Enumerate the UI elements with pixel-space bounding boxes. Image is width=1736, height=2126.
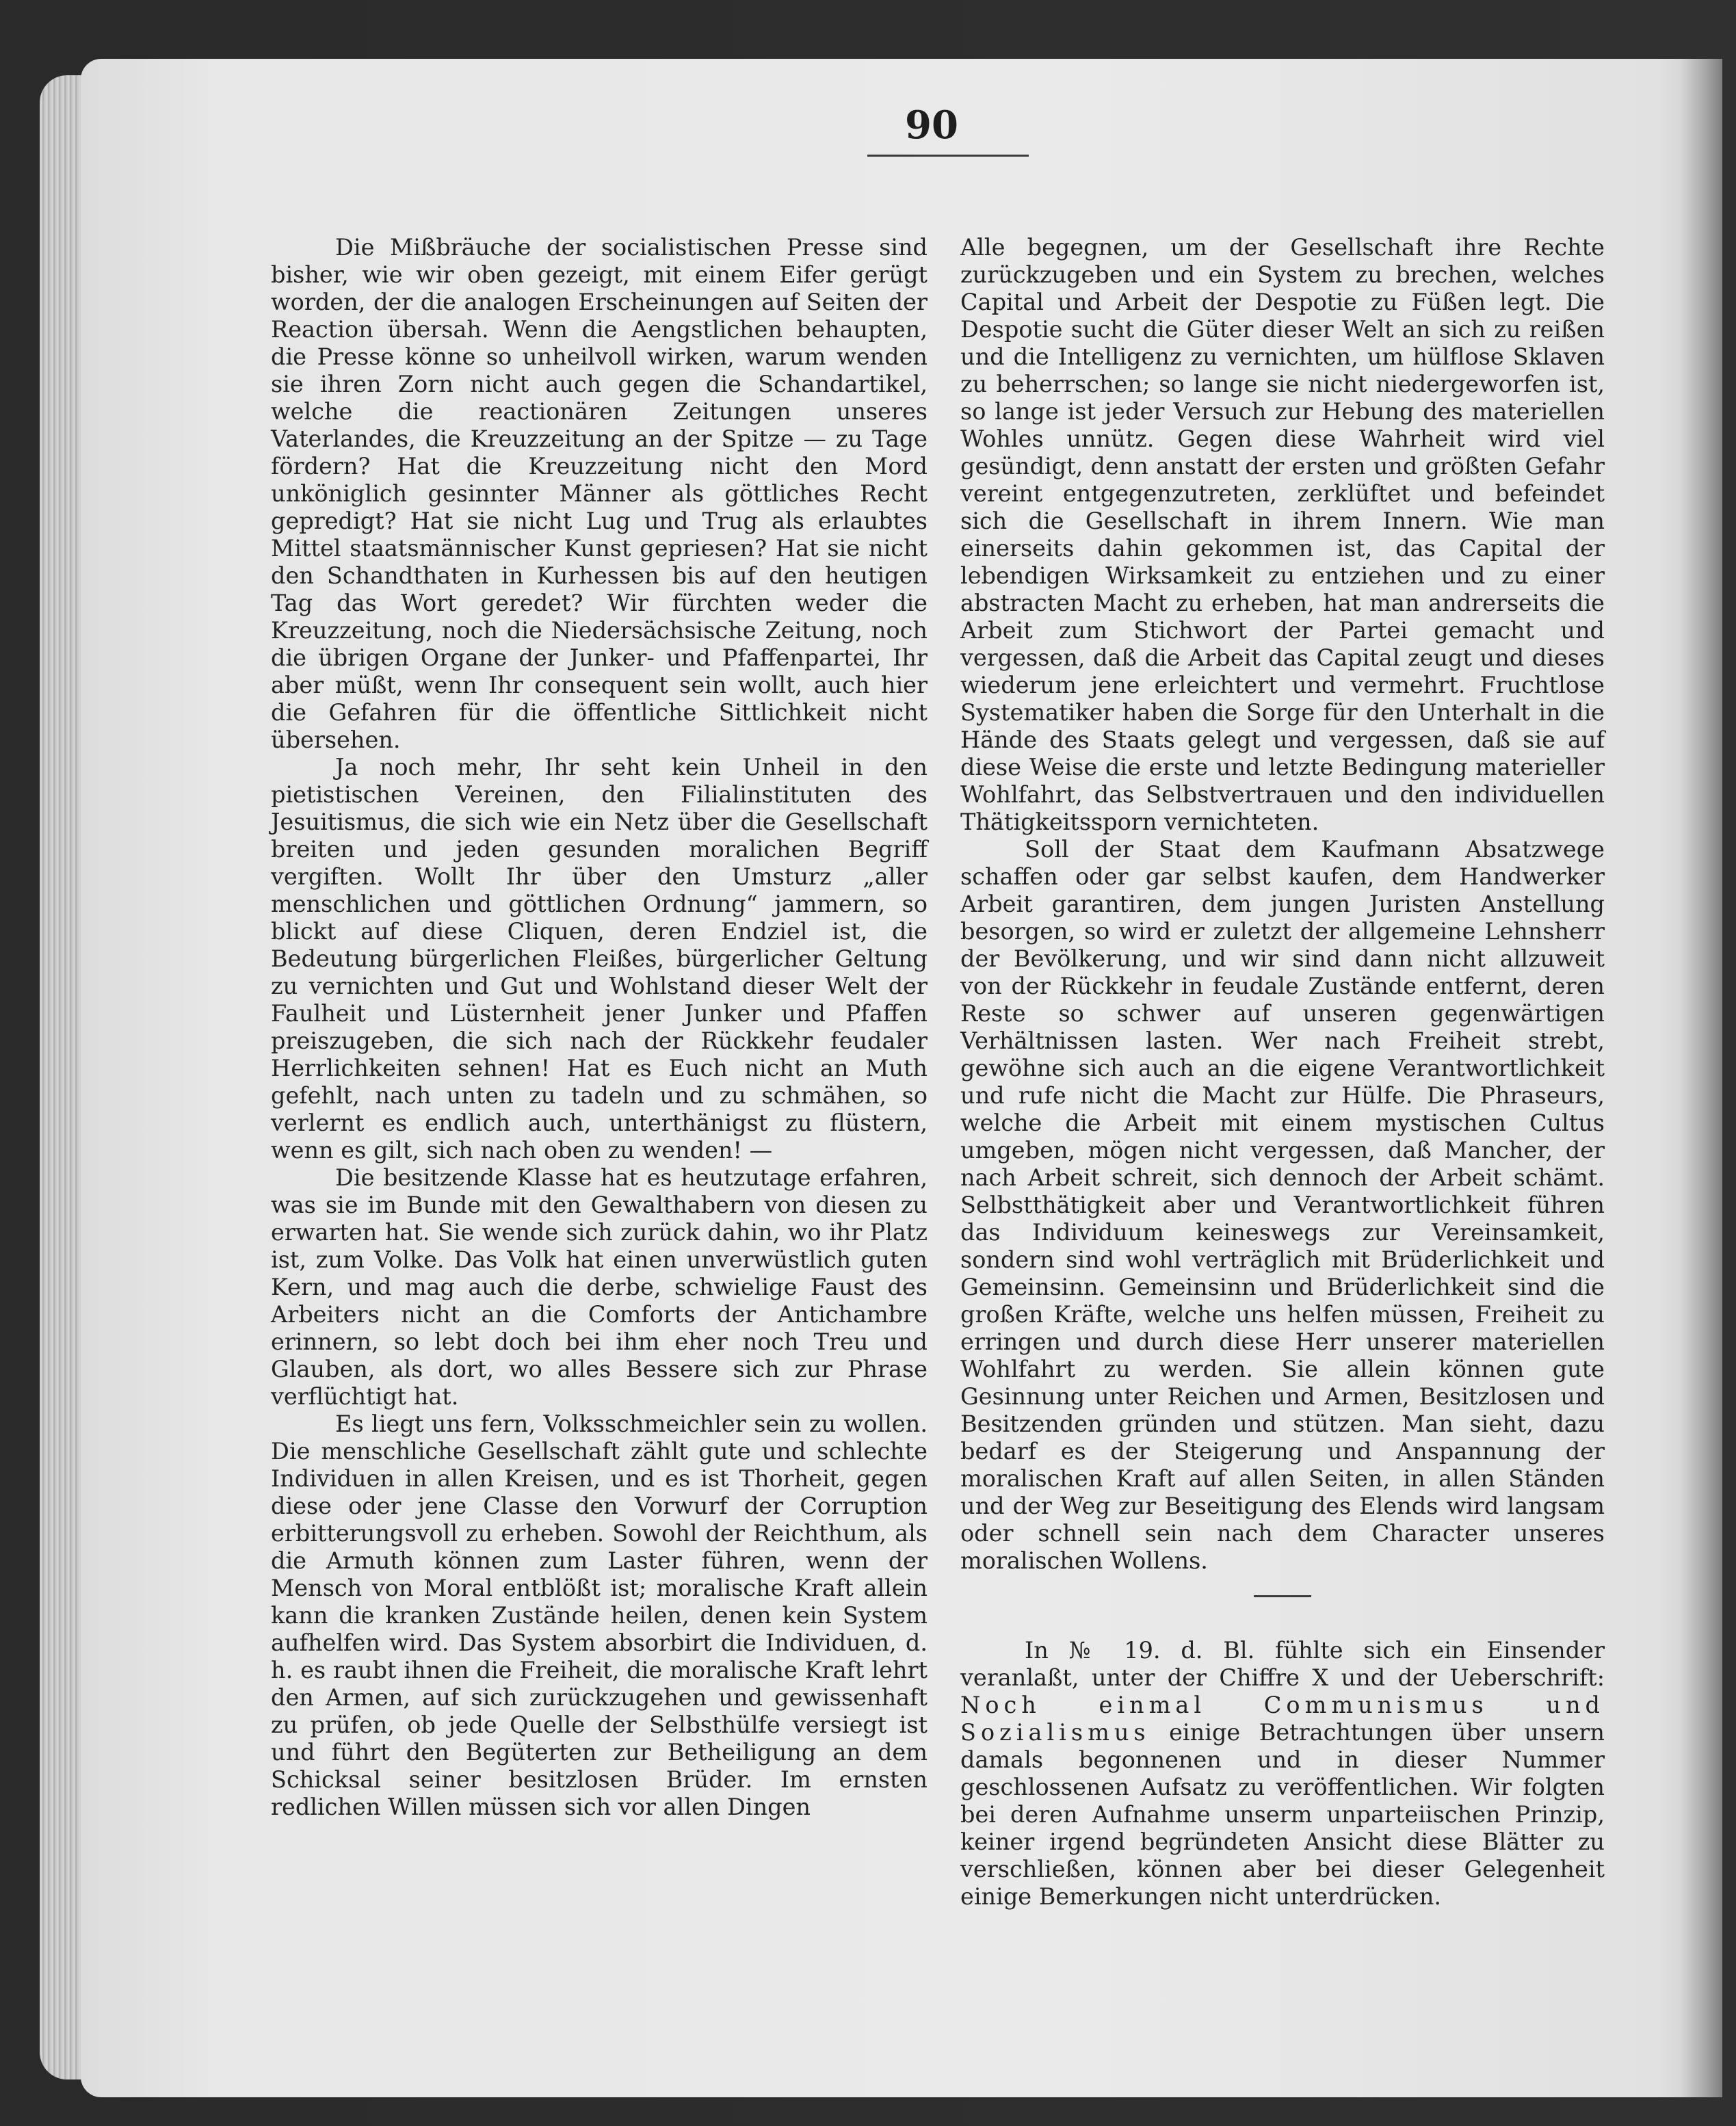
section-separator-rule xyxy=(1254,1595,1311,1597)
paragraph: Die Mißbräuche der socialistischen Presse sind bisher, wie wir oben gezeigt, mit einem Eifer gerügt worden, der die analogen Erscheinungen auf Seiten der Reaction übersah. Wenn die Aengstlichen behaupten, die Presse könne so unheilvoll wirken, warum wenden sie ihren Zorn nicht auch gegen die Schandartikel, welche die reactionären Zeitungen unseres Vaterlandes, die Kreuzzeitung an der Spitze — zu Tage fördern? Hat die Kreuzzeitung nicht den Mord unköniglich gesinnter Männer als göttliches Recht gepredigt? Hat sie nicht Lug und Trug als erlaubtes Mittel staatsmännischer Kunst gepriesen? Hat sie nicht den Schandthaten in Kurhessen bis auf den heutigen Tag das Wort geredet? Wir fürchten weder die Kreuzzeitung, noch die Niedersächsische Zeitung, noch die übrigen Organe der Junker- und Pfaffenpartei, Ihr aber müßt, wenn Ihr consequent sein wollt, auch hier die Gefahren für die öffentliche Sittlichkeit nicht übersehen. xyxy=(271,234,928,753)
notice-text-before: In № 19. d. Bl. fühlte sich ein Einsender veranlaßt, unter der Chiffre X und der Ueberschrift: xyxy=(960,1637,1605,1691)
page-number-rule xyxy=(867,155,1029,157)
paragraph: Alle begegnen, um der Gesellschaft ihre Rechte zurückzugeben und ein System zu brechen, welches Capital und Arbeit der Despotie zu Füßen legt. Die Despotie sucht die Güter dieser Welt an sich zu reißen und die Intelligenz zu vernichten, um hülflose Sklaven zu beherrschen; so lange sie nicht niedergeworfen ist, so lange ist jeder Versuch zur Hebung des materiellen Wohles unnütz. Gegen diese Wahrheit wird viel gesündigt, denn anstatt der ersten und größten Gefahr vereint entgegenzutreten, zerklüftet und befeindet sich die Gesellschaft in ihrem Innern. Wie man einerseits dahin gekommen ist, das Capital der lebendigen Wirksamkeit zu entziehen und zu einer abstracten Macht zu erheben, hat man andrerseits die Arbeit zum Stichwort der Partei gemacht und vergessen, daß die Arbeit das Capital zeugt und dieses wiederum jene erleichtert und vermehrt. Fruchtlose Systematiker haben die Sorge für den Unterhalt in die Hände des Staats gelegt und vergessen, daß sie auf diese Weise die erste und letzte Bedingung materieller Wohlfahrt, das Selbstvertrauen und den individuellen Thätigkeitssporn vernichteten. xyxy=(960,234,1605,835)
page-number: 90 xyxy=(905,103,958,148)
paragraph: Die besitzende Klasse hat es heutzutage erfahren, was sie im Bunde mit den Gewalthabern von diesen zu erwarten hat. Sie wende sich zurück dahin, wo ihr Platz ist, zum Volke. Das Volk hat einen unverwüstlich guten Kern, und mag auch die derbe, schwielige Faust des Arbeiters nicht an die Comforts der Antichambre erinnern, so lebt doch bei ihm eher noch Treu und Glauben, als dort, wo alles Bessere sich zur Phrase verflüchtigt hat. xyxy=(271,1164,928,1410)
notice-spaced-title: Noch einmal Communismus und Sozialismus xyxy=(960,1692,1605,1746)
paragraph: Es liegt uns fern, Volksschmeichler sein zu wollen. Die menschliche Gesellschaft zählt gute und schlechte Individuen in allen Kreisen, und es ist Thorheit, gegen diese oder jene Classe den Vorwurf der Corruption erbitterungsvoll zu erheben. Sowohl der Reichthum, als die Armuth können zum Laster führen, wenn der Mensch von Moral entblößt ist; moralische Kraft allein kann die kranken Zustände heilen, denen kein System aufhelfen wird. Das System absorbirt die Individuen, d. h. es raubt ihnen die Freiheit, die moralische Kraft lehrt den Armen, auf sich zurückzugehen und gewissenhaft zu prüfen, ob jede Quelle der Selbsthülfe versiegt ist und führt den Begüterten zur Betheiligung an dem Schicksal seiner besitzlosen Brüder. Im ernsten redlichen Willen müssen sich vor allen Dingen xyxy=(271,1410,928,1820)
right-column xyxy=(960,234,1605,1911)
book-binding-shadow xyxy=(1681,59,1722,2097)
paragraph: Ja noch mehr, Ihr seht kein Unheil in den pietistischen Vereinen, den Filialinstituten des Jesuitismus, die sich wie ein Netz über die Gesellschaft breiten und jeden gesunden moralichen Begriff vergiften. Wollt Ihr über den Umsturz „aller menschlichen und göttlichen Ordnung“ jammern, so blickt auf diese Cliquen, deren Endziel ist, die Bedeutung bürgerlichen Fleißes, bürgerlicher Geltung zu vernichten und Gut und Wohlstand dieser Welt der Faulheit und Lüsternheit jener Junker und Pfaffen preiszugeben, die sich nach der Rückkehr feudaler Herrlichkeiten sehnen! Hat es Euch nicht an Muth gefehlt, nach unten zu tadeln und zu schmähen, so verlernt es endlich auch, unterthänigst zu flüstern, wenn es gilt, sich nach oben zu wenden! — xyxy=(271,754,928,1164)
left-column xyxy=(271,234,928,1821)
paragraph: Soll der Staat dem Kaufmann Absatzwege schaffen oder gar selbst kaufen, dem Handwerker Arbeit garantiren, dem jungen Juristen Anstellung besorgen, so wird er zuletzt der allgemeine Lehnsherr der Bevölkerung, und wir sind dann nicht allzuweit von der Rückkehr in feudale Zustände entfernt, deren Reste so schwer auf unseren gegenwärtigen Verhältnissen lasten. Wer nach Freiheit strebt, gewöhne sich auch an die eigene Verantwortlichkeit und rufe nicht die Macht zur Hülfe. Die Phraseurs, welche die Arbeit mit einem mystischen Cultus umgeben, mögen nicht vergessen, daß Mancher, der nach Arbeit schreit, sich dennoch der Arbeit schämt. Selbstthätigkeit aber und Verantwortlichkeit führen das Individuum keineswegs zur Vereinsamkeit, sondern sind wohl verträglich mit Brüderlichkeit und Gemeinsinn. Gemeinsinn und Brüderlichkeit sind die großen Kräfte, welche uns helfen müssen, Freiheit zu erringen und durch diese Herr unserer materiellen Wohlfahrt zu werden. Sie allein können gute Gesinnung unter Reichen und Armen, Besitzlosen und Besitzenden gründen und stützen. Man sieht, dazu bedarf es der Steigerung und Anspannung der moralischen Kraft auf allen Seiten, in allen Ständen und der Weg zur Beseitigung des Elends wird langsam oder schnell sein nach dem Character unseres moralischen Wollens. xyxy=(960,836,1605,1574)
notice-paragraph xyxy=(960,1637,1605,1911)
notice-text-after: einige Betrachtungen über unsern damals begonnenen und in dieser Nummer geschlossenen Aufsatz zu veröffentlichen. Wir folgten bei deren Aufnahme unserm unparteiischen Prinzip, keiner irgend begründeten Ansicht diese Blätter zu verschließen, können aber bei dieser Gelegenheit einige Bemerkungen nicht unterdrücken. xyxy=(960,1719,1605,1910)
